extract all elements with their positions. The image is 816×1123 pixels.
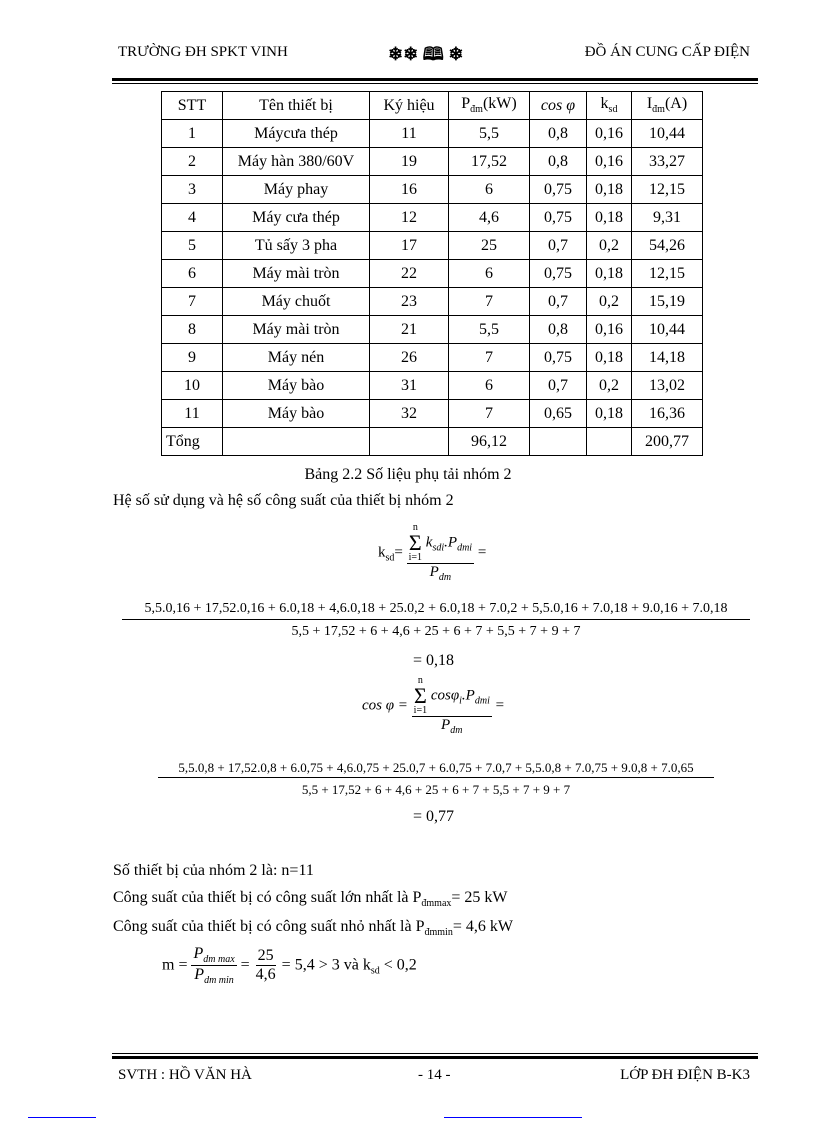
footer-rule-thin (112, 1053, 758, 1054)
cell-i: 54,26 (632, 232, 703, 260)
table-row (162, 344, 703, 372)
table-row (162, 120, 703, 148)
cell-ksd: 0,18 (587, 204, 632, 232)
cell-cos: 0,7 (530, 232, 587, 260)
load-table (161, 91, 703, 456)
cell-p: 6 (449, 260, 530, 288)
cell-cos: 0,65 (530, 400, 587, 428)
col-current: $I_{đm}(A)$ (632, 92, 703, 120)
cell-cos: 0,7 (530, 288, 587, 316)
cell-i: 13,02 (632, 372, 703, 400)
max-line: Công suất của thiết bị có công suất lớn nhất là $P_{đmmax}= 25$ kW (113, 889, 508, 910)
cell-name: Máy mài tròn (223, 260, 370, 288)
cell-i: 12,15 (632, 176, 703, 204)
cell-ksd: 0,2 (587, 372, 632, 400)
cell-ksd: 0,2 (587, 232, 632, 260)
table-row (162, 400, 703, 428)
table-header-row (162, 92, 703, 120)
cos-fraction-bar (158, 777, 714, 778)
table-total-row (162, 428, 703, 456)
cell-symbol: 16 (370, 176, 449, 204)
cos-numerator: 5,5.0,8 + 17,52.0,8 + 6.0,75 + 4,6.0,75 + 25.0,7 + 6.0,75 + 7.0,7 + 5,5.0,8 + 7.0,75 + 9.0,8 + 7.0,65 (178, 760, 694, 775)
ksd-numerator: 5,5.0,16 + 17,52.0,16 + 6.0,18 + 4,6.0,18 + 25.0,2 + 6.0,18 + 7.0,2 + 5,5.0,16 + 7.0,18 + 9.0,16 + 7.0,18 (144, 601, 728, 616)
cell-name: Máycưa thép (223, 120, 370, 148)
table-row (162, 288, 703, 316)
cell-stt: 10 (162, 372, 223, 400)
cell-symbol: 26 (370, 344, 449, 372)
ksd-fraction-bar (122, 619, 750, 620)
cell-symbol: 12 (370, 204, 449, 232)
cell-ksd: 0,18 (587, 400, 632, 428)
cell-name: Máy nén (223, 344, 370, 372)
cell-name: Máy bào (223, 400, 370, 428)
cell-name: Máy mài tròn (223, 316, 370, 344)
m-formula: m = $\frac{P_{dm max}}{P_{dm min}}$ = $\frac{25}{4,6}$ = 5,4 > 3 và $k_{sd} < 0,2$ (162, 945, 417, 987)
footer-rule-thick (112, 1056, 758, 1059)
col-name: Tên thiết bị (223, 92, 370, 120)
ksd-result: = 0,18 (413, 652, 455, 669)
total-power: 96,12 (449, 428, 530, 456)
cell-i: 9,31 (632, 204, 703, 232)
cell-p: 5,5 (449, 120, 530, 148)
cell-cos: 0,75 (530, 344, 587, 372)
cell-symbol: 31 (370, 372, 449, 400)
table-row (162, 260, 703, 288)
ksd-denominator: 5,5 + 17,52 + 6 + 4,6 + 25 + 6 + 7 + 5,5 + 7 + 9 + 7 (291, 624, 581, 639)
count-line: Số thiết bị của nhóm 2 là: n=11 (113, 862, 314, 879)
total-label: Tổng (162, 428, 223, 456)
table-row (162, 204, 703, 232)
cell-p: 17,52 (449, 148, 530, 176)
cell-i: 33,27 (632, 148, 703, 176)
footer-left: SVTH : HỒ VĂN HÀ (118, 1067, 252, 1083)
cell-symbol: 11 (370, 120, 449, 148)
cell-name: Máy hàn 380/60V (223, 148, 370, 176)
cell-stt: 6 (162, 260, 223, 288)
table-caption: Bảng 2.2 Số liệu phụ tải nhóm 2 (304, 466, 512, 483)
cos-denominator: 5,5 + 17,52 + 6 + 4,6 + 25 + 6 + 7 + 5,5 + 7 + 9 + 7 (301, 782, 571, 797)
cell-name: Tủ sấy 3 pha (223, 232, 370, 260)
cell-cos: 0,8 (530, 316, 587, 344)
cell-cos: 0,75 (530, 204, 587, 232)
cell-symbol: 21 (370, 316, 449, 344)
cell-i: 10,44 (632, 316, 703, 344)
bottom-link-left[interactable] (28, 1117, 96, 1118)
cell-stt: 8 (162, 316, 223, 344)
cell-p: 6 (449, 176, 530, 204)
cell-i: 10,44 (632, 120, 703, 148)
bottom-link-center[interactable] (444, 1117, 582, 1118)
total-current: 200,77 (632, 428, 703, 456)
cell-stt: 7 (162, 288, 223, 316)
cos-formula: cos φ = n Σ i=1 $\cos\varphi_i.P_{dmi}$ $P_{dm}$ = (362, 675, 505, 736)
col-symbol: Ký hiệu (370, 92, 449, 120)
header-right: ĐỒ ÁN CUNG CẤP ĐIỆN (584, 44, 750, 60)
page-number: - 14 - (418, 1067, 451, 1083)
col-cos: cos φ (530, 92, 587, 120)
cell-p: 7 (449, 288, 530, 316)
col-power: $P_{đm}(kW)$ (449, 92, 530, 120)
cell-ksd: 0,18 (587, 176, 632, 204)
cell-symbol: 32 (370, 400, 449, 428)
footer-right: LỚP ĐH ĐIỆN B-K3 (620, 1067, 750, 1083)
table-row (162, 372, 703, 400)
cell-name: Máy phay (223, 176, 370, 204)
header-rule-thin (112, 83, 758, 84)
cell-stt: 2 (162, 148, 223, 176)
cell-i: 14,18 (632, 344, 703, 372)
cell-i: 15,19 (632, 288, 703, 316)
intro-text: Hệ số sử dụng và hệ số công suất của thiết bị nhóm 2 (113, 492, 454, 509)
cell-name: Máy chuốt (223, 288, 370, 316)
cell-i: 12,15 (632, 260, 703, 288)
cell-stt: 9 (162, 344, 223, 372)
cell-p: 7 (449, 344, 530, 372)
header-ornament: ❄❄ 🕮 ❄ (388, 44, 464, 64)
cell-stt: 1 (162, 120, 223, 148)
cell-ksd: 0,2 (587, 288, 632, 316)
cell-p: 25 (449, 232, 530, 260)
cell-cos: 0,75 (530, 260, 587, 288)
col-stt: STT (162, 92, 223, 120)
cell-p: 5,5 (449, 316, 530, 344)
cos-result: = 0,77 (413, 808, 455, 825)
header-left: TRƯỜNG ĐH SPKT VINH (118, 44, 288, 60)
cell-ksd: 0,18 (587, 344, 632, 372)
cell-cos: 0,8 (530, 120, 587, 148)
table-row (162, 232, 703, 260)
cell-stt: 3 (162, 176, 223, 204)
header-rule-thick (112, 78, 758, 81)
ksd-formula: $k_{sd}=$ n Σ i=1 $k_{sdi}.P_{dmi}$ $P_{dm}$ = (378, 522, 487, 583)
cell-symbol: 19 (370, 148, 449, 176)
cell-name: Máy bào (223, 372, 370, 400)
table-row (162, 316, 703, 344)
col-ksd: $k_{sd}$ (587, 92, 632, 120)
cell-ksd: 0,16 (587, 120, 632, 148)
cell-stt: 4 (162, 204, 223, 232)
cell-cos: 0,75 (530, 176, 587, 204)
table-row (162, 176, 703, 204)
cell-ksd: 0,16 (587, 316, 632, 344)
cell-ksd: 0,18 (587, 260, 632, 288)
table-row (162, 148, 703, 176)
cell-stt: 5 (162, 232, 223, 260)
cell-symbol: 17 (370, 232, 449, 260)
cell-symbol: 23 (370, 288, 449, 316)
cell-cos: 0,7 (530, 372, 587, 400)
cell-p: 4,6 (449, 204, 530, 232)
cell-p: 6 (449, 372, 530, 400)
cell-cos: 0,8 (530, 148, 587, 176)
cell-p: 7 (449, 400, 530, 428)
cell-ksd: 0,16 (587, 148, 632, 176)
cell-name: Máy cưa thép (223, 204, 370, 232)
cell-symbol: 22 (370, 260, 449, 288)
cell-stt: 11 (162, 400, 223, 428)
min-line: Công suất của thiết bị có công suất nhỏ nhất là $P_{đmmin}= 4,6$ kW (113, 918, 513, 939)
cell-i: 16,36 (632, 400, 703, 428)
